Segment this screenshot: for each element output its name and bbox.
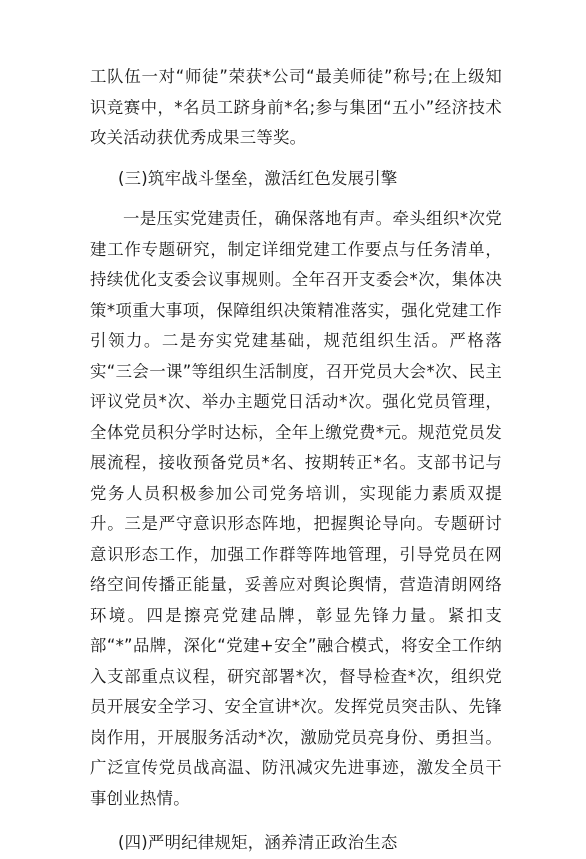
section-4-heading: (四)严明纪律规矩，涵养清正政治生态 <box>118 833 398 852</box>
document-content <box>90 62 502 859</box>
intro-paragraph: 工队伍一对“师徒”荣获*公司“最美师徒”称号;在上级知识竞赛中，*名员工跻身前*名;参与集团“五小”经济技术攻关活动获优秀成果三等奖。 <box>90 67 502 147</box>
spacer <box>90 814 502 828</box>
spacer <box>90 194 502 204</box>
spacer <box>90 154 502 164</box>
section-3-body: 一是压实党建责任，确保落地有声。牵头组织*次党建工作专题研究，制定详细党建工作要点与任务清单，持续优化支委会议事规则。全年召开支委会*次，集体决策*项重大事项，保障组织决策精准落实，强化党建工作引领力。二是夯实党建基础，规范组织生活。严格落实“三会一课”等组织生活制度，召开党员大会*次、民主评议党员*次、举办主题党日活动*次。强化党员管理，全体党员积分学时达标，全年上缴党费*元。规范党员发展流程，接收预备党员*名、按期转正*名。支部书记与党务人员积极参加公司党务培训，实现能力素质双提升。三是严守意识形态阵地，把握舆论导向。专题研讨意识形态工作，加强工作群等阵地管理，引导党员在网络空间传播正能量，妥善应对舆论舆情，营造清朗网络环境。四是擦亮党建品牌，彰显先锋力量。紧扣支部“*”品牌，深化“党建+安全”融合模式，将安全工作纳入支部重点议程，研究部署*次，督导检查*次，组织党员开展安全学习、安全宣讲*次。发挥党员突击队、先锋岗作用，开展服务活动*次，激励党员亮身份、勇担当。广泛宣传党员战高温、防汛减灾先进事迹，激发全员干事创业热情。 <box>90 209 502 808</box>
section-3-heading: (三)筑牢战斗堡垒，激活红色发展引擎 <box>118 168 398 188</box>
